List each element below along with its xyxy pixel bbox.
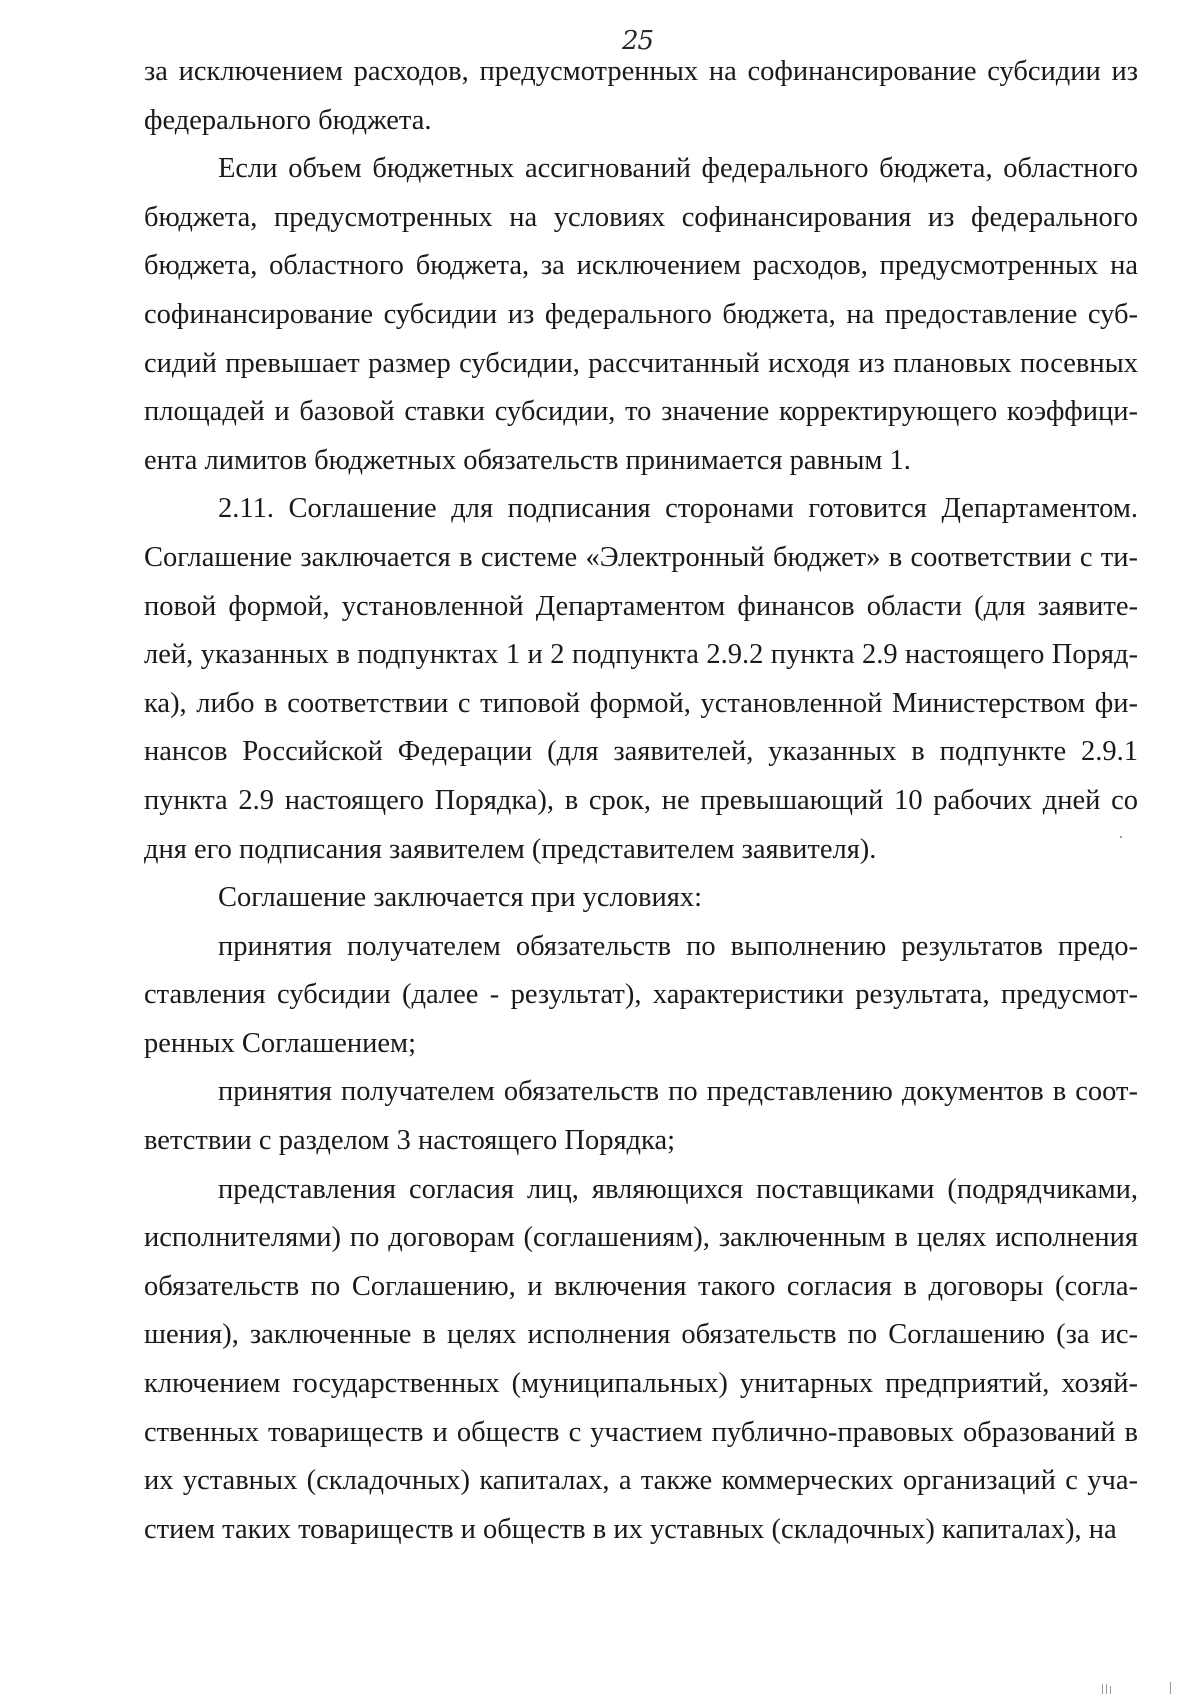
document-body <box>144 48 1138 1554</box>
scan-speck <box>1120 836 1122 838</box>
scan-edge-mark-3 <box>1110 1686 1111 1694</box>
scan-edge-mark-4 <box>1170 1682 1171 1694</box>
scan-edge-mark-2 <box>1106 1684 1107 1694</box>
paragraph-continuation: за исключением расходов, предусмотренных на софинансирование субсидии из федерального бюджета. <box>144 56 1138 136</box>
paragraph-condition-documents: принятия получателем обязательств по представлению документов в соответствии с разделом 3 настоящего Порядка; <box>144 1076 1138 1157</box>
paragraph-condition-consent: представления согласия лиц, являющихся поставщиками (подрядчиками, исполнителями) по договорам (соглашениям), заключенным в целях исполнения обязательств по Соглашению, и включения такого согласия в договоры (соглашения), заключенные в целях исполнения обязательств по Соглашению (за исключением государственных (муниципальных) унитарных предприятий, хозяйственных товариществ и обществ с участием публично-правовых образований в их уставных (складочных) капиталах, а также коммерческих организаций с участием таких товариществ и обществ в их уставных (складочных) капиталах), на <box>144 1173 1138 1545</box>
paragraph-budget-coefficient: Если объем бюджетных ассигнований федерального бюджета, областного бюджета, предусмотренных на условиях софинансирования из федерального бюджета, областного бюджета, за исключением расходов, предусмотренных на софинансирование субсидии из федерального бюджета, на предоставление субсидий превышает размер субсидии, рассчитанный исходя из плановых посевных площадей и базовой ставки субсидии, то значение корректирующего коэффициента лимитов бюджетных обязательств принимается равным 1. <box>144 153 1138 476</box>
page-number: 25 <box>622 26 654 56</box>
paragraph-conditions-intro: Соглашение заключается при условиях: <box>218 882 702 914</box>
paragraph-condition-results: принятия получателем обязательств по выполнению результатов предоставления субсидии (далее - результат), характеристики результата, предусмотренных Соглашением; <box>144 930 1138 1059</box>
paragraph-2-11: 2.11. Соглашение для подписания сторонами готовится Департаментом. Соглашение заключается в системе «Электронный бюджет» в соответствии с типовой формой, установленной Департаментом финансов области (для заявителей, указанных в подпунктах 1 и 2 подпункта 2.9.2 пункта 2.9 настоящего Порядка), либо в соответствии с типовой формой, установленной Министерством финансов Российской Федерации (для заявителей, указанных в подпункте 2.9.1 пункта 2.9 настоящего Порядка), в срок, не превышающий 10 рабочих дней со дня его подписания заявителем (представителем заявителя). <box>144 493 1138 865</box>
scan-edge-mark <box>1102 1684 1103 1694</box>
